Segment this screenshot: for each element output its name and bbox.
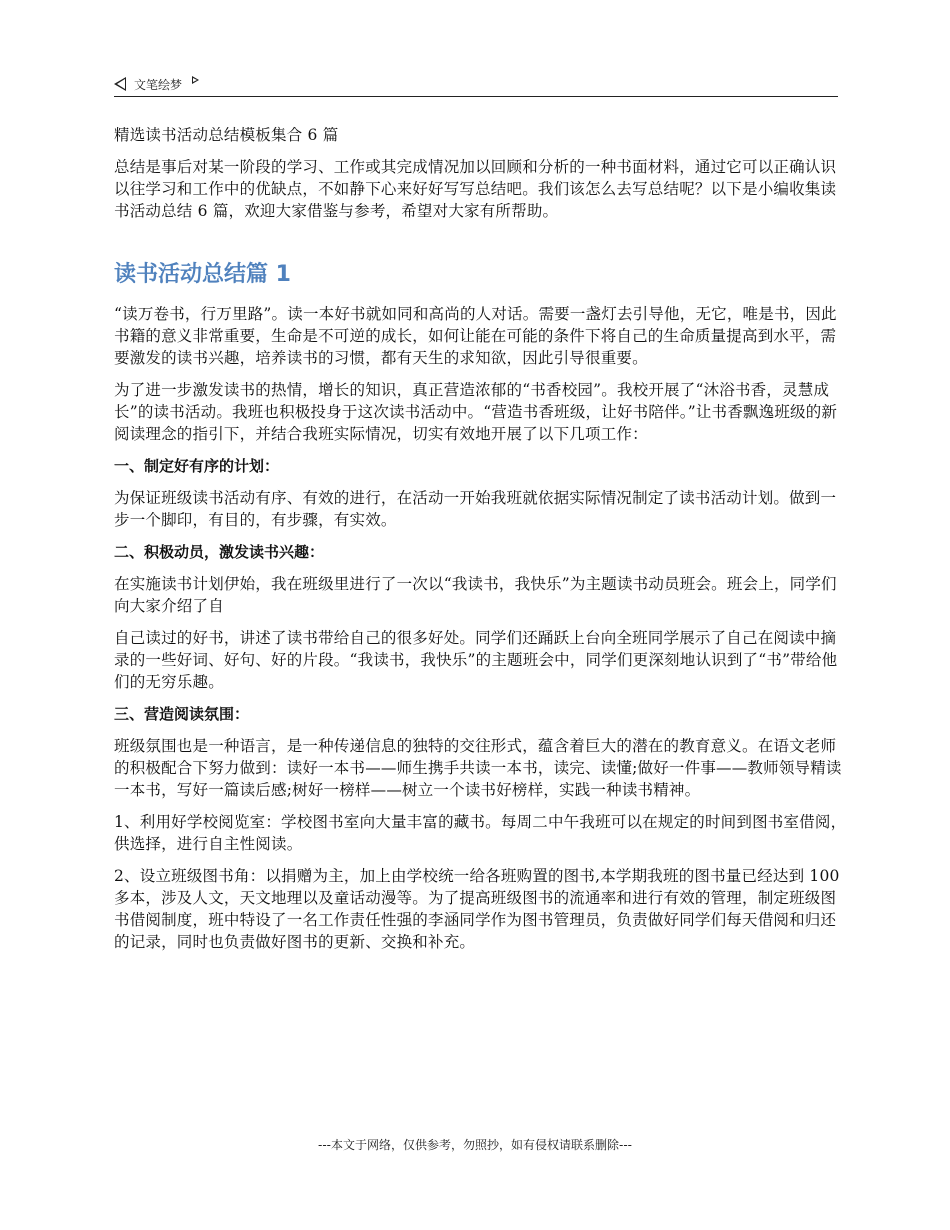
header-brand: 文笔绘梦	[134, 77, 183, 92]
paragraph-6: 班级氛围也是一种语言，是一种传递信息的独特的交往形式，蕴含着巨大的潜在的教育意义。在语文老师的积极配合下努力做到：读好一本书——师生携手共读一本书，读完、读懂;做好一件事——教师领导精读一本书，写好一篇读后感;树好一榜样——树立一个读书好榜样，实践一种读书精神。	[114, 737, 842, 799]
subheading-mobilize: 二、积极动员，激发读书兴趣：	[114, 543, 325, 561]
paragraph-8: 2、设立班级图书角：以捐赠为主，加上由学校统一给各班购置的图书,本学期我班的图书量已经达到 100 多本，涉及人文，天文地理以及童话动漫等。为了提高班级图书的流通率和进行有效的管理，制定班级图书借阅制度，班中特设了一名工作责任性强的李涵同学作为图书管理员，负责做好同学们每天借阅和归还的记录，同时也负责做好图书的更新、交换和补充。	[114, 867, 840, 951]
paragraph-5: 自己读过的好书，讲述了读书带给自己的很多好处。同学们还踊跃上台向全班同学展示了自己在阅读中摘录的一些好词、好句、好的片段。“我读书，我快乐”的主题班会中，同学们更深刻地认识到了“书”带给他们的无穷乐趣。	[114, 629, 838, 691]
paragraph-1: “读万卷书，行万里路”。读一本好书就如同和高尚的人对话。需要一盏灯去引导他，无它，唯是书，因此书籍的意义非常重要，生命是不可逆的成长，如何让能在可能的条件下将自己的生命质量提高到水平，需要激发的读书兴趣，培养读书的习惯，都有天生的求知欲，因此引导很重要。	[114, 305, 837, 367]
paragraph-4: 在实施读书计划伊始，我在班级里进行了一次以“我读书，我快乐”为主题读书动员班会。班会上，同学们向大家介绍了自	[114, 575, 837, 615]
section-heading: 读书活动总结篇 1	[114, 262, 291, 287]
document-page	[114, 0, 847, 1230]
triangle-right-icon	[192, 76, 199, 84]
paragraph-7: 1、利用好学校阅览室：学校图书室向大量丰富的藏书。每周二中午我班可以在规定的时间到图书室借阅，供选择，进行自主性阅读。	[114, 813, 847, 853]
document-body	[114, 124, 850, 963]
paragraph-3: 为保证班级读书活动有序、有效的进行，在活动一开始我班就依据实际情况制定了读书活动计划。做到一步一个脚印，有目的，有步骤，有实效。	[114, 489, 837, 529]
page-header	[114, 72, 838, 97]
subheading-atmosphere: 三、营造阅读氛围：	[114, 705, 250, 723]
document-title: 精选读书活动总结模板集合 6 篇	[114, 126, 339, 144]
intro-paragraph: 总结是事后对某一阶段的学习、工作或其完成情况加以回顾和分析的一种书面材料，通过它可以正确认识以往学习和工作中的优缺点，不如静下心来好好写写总结吧。我们该怎么去写总结呢？以下是小编收集读书活动总结 6 篇，欢迎大家借鉴与参考，希望对大家有所帮助。	[114, 158, 837, 220]
footer-notice: ---本文于网络，仅供参考，勿照抄，如有侵权请联系删除---	[318, 1138, 632, 1152]
subheading-plan: 一、制定好有序的计划：	[114, 457, 280, 475]
triangle-left-icon	[114, 77, 126, 91]
paragraph-2: 为了进一步激发读书的热情，增长的知识，真正营造浓郁的“书香校园”。我校开展了“沐浴书香，灵慧成长”的读书活动。我班也积极投身于这次读书活动中。“营造书香班级，让好书陪伴。”让书香飘逸班级的新阅读理念的指引下，并结合我班实际情况，切实有效地开展了以下几项工作：	[114, 381, 838, 443]
